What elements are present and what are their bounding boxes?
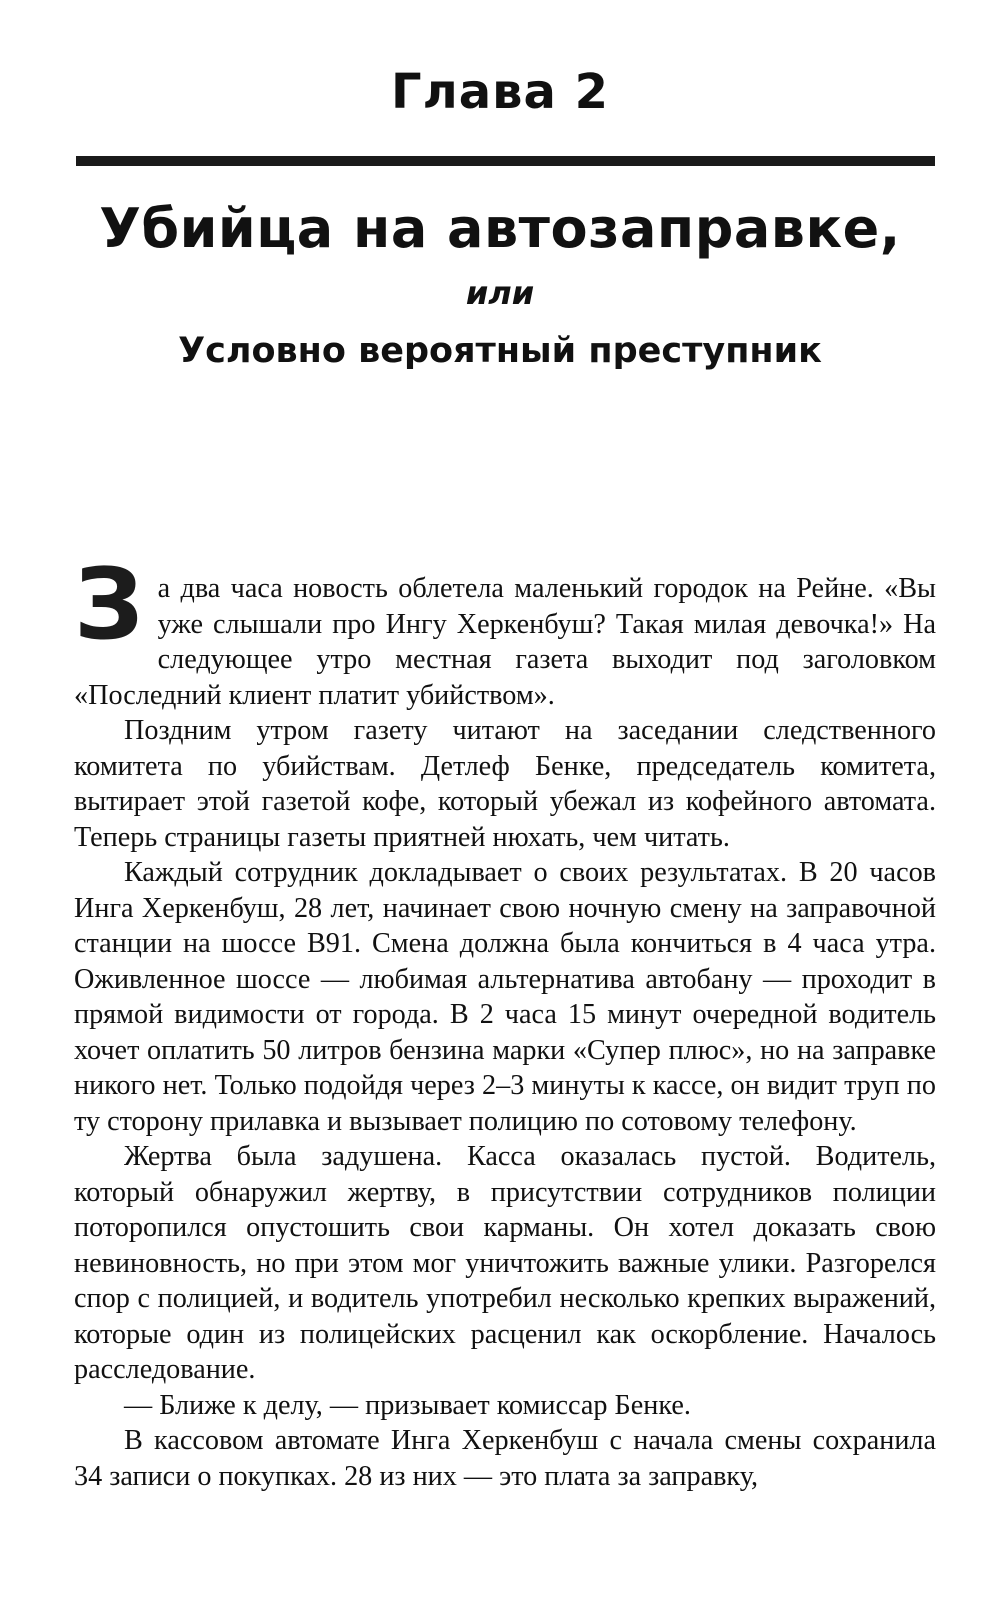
- drop-cap: З: [74, 548, 144, 662]
- paragraph: [74, 548, 936, 713]
- paragraph: Жертва была задушена. Касса оказалась пустой. Водитель, который обнаружил жертву, в присутствии сотрудников полиции поторопился опустошить свои карманы. Он хотел доказать свою невиновность, но при этом мог уничтожить важные улики. Разгорелся спор с полицией, и водитель употребил несколько крепких выражений, которые один из полицейских расценил как оскорбление. Началось расследование.: [74, 1141, 936, 1385]
- paragraph-text: а два часа новость облетела маленький городок на Рейне. «Вы уже слышали про Ингу Херкенбуш? Такая милая девочка!» На следующее утро местная газета выходит под заголовком «Последний клиент платит убийством».: [74, 573, 936, 711]
- title-connector: или: [465, 274, 535, 312]
- chapter-title: Убийца на автозаправке,: [99, 197, 901, 260]
- chapter-label: Глава 2: [390, 64, 609, 120]
- chapter-subtitle: Условно вероятный преступник: [178, 331, 822, 371]
- chapter-body: [74, 548, 936, 1494]
- paragraph: Поздним утром газету читают на заседании следственного комитета по убийствам. Детлеф Бенке, председатель комитета, вытирает этой газетой кофе, который убежал из кофейного автомата. Теперь страницы газеты приятней нюхать, чем читать.: [74, 715, 936, 853]
- paragraph: В кассовом автомате Инга Херкенбуш с начала смены сохранила 34 записи о покупках. 28 из них — это плата за заправку,: [74, 1425, 936, 1492]
- chapter-divider-rule: [76, 156, 935, 166]
- paragraph: — Ближе к делу, — призывает комиссар Бенке.: [124, 1389, 691, 1421]
- paragraph: Каждый сотрудник докладывает о своих результатах. В 20 часов Инга Херкенбуш, 28 лет, начинает свою ночную смену на заправочной станции на шоссе B91. Смена должна была кончиться в 4 часа утра. Оживленное шоссе — любимая альтернатива автобану — проходит в прямой видимости от города. В 2 часа 15 минут очередной водитель хочет оплатить 50 литров бензина марки «Супер плюс», но на заправке никого нет. Только подойдя через 2–3 минуты к кассе, он видит труп по ту сторону прилавка и вызывает полицию по сотовому телефону.: [74, 857, 936, 1137]
